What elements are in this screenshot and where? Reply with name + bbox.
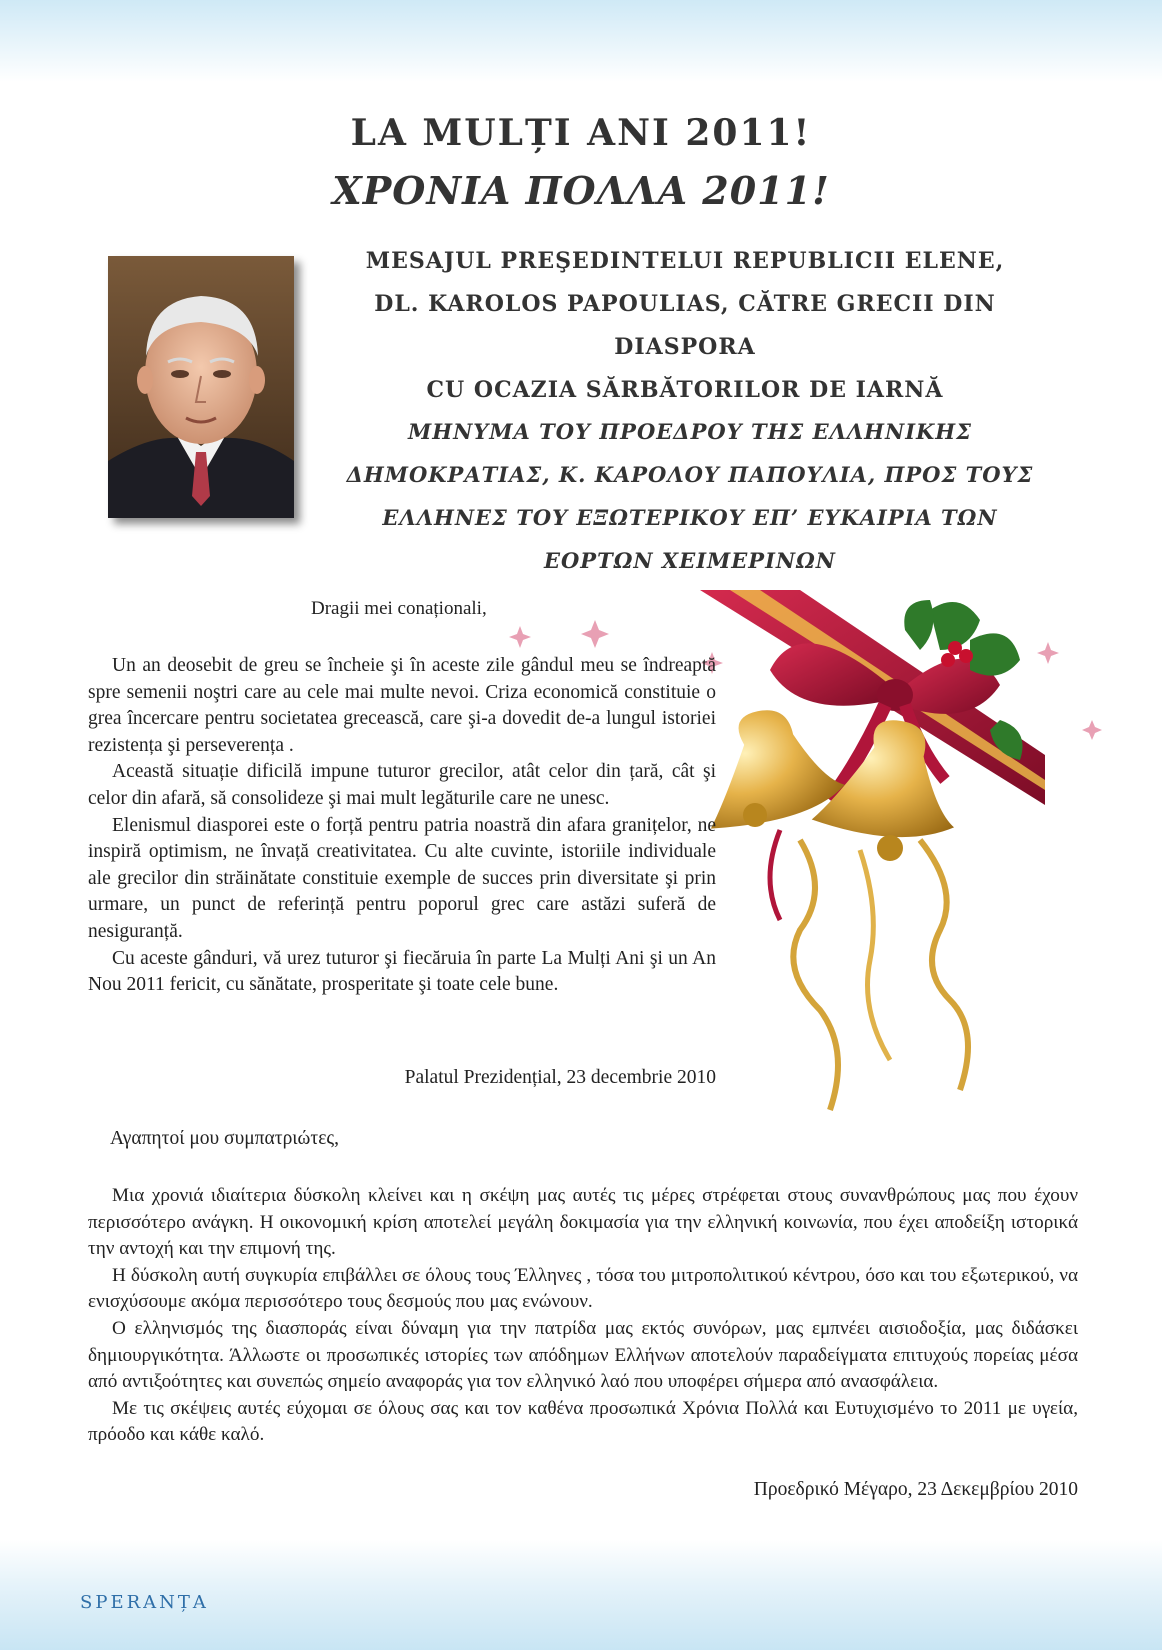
- heading-ro-line: MESAJUL PREŞEDINTELUI REPUBLICII ELENE,: [365, 248, 1005, 274]
- paragraph: Un an deosebit de greu se încheie şi în aceste zile gândul meu se îndreaptă spre semenii noştri care au cele mai multe nevoi. Criza economică constituie o grea încercare pentru societatea grecească, care şi-a dovedit de-a lungul istoriei rezistența şi perseverența .: [88, 655, 716, 756]
- heading-ro-line: DL. KAROLOS PAPOULIAS, CĂTRE GRECII DIN DIASPORA: [374, 291, 996, 360]
- greeting-greek: Αγαπητοί μου συμπατριώτες,: [110, 1128, 340, 1149]
- greeting-romanian: Dragii mei conaționali,: [311, 598, 487, 619]
- heading-gr-line: ΕΟΡΤΩΝ ΧΕΙΜΕΡΙΝΩΝ: [544, 548, 836, 573]
- top-gradient-band: [0, 0, 1162, 82]
- paragraph: Elenismul diasporei este o forță pentru patria noastră din afara granițelor, ne inspiră optimism, ne învață creativitatea. Cu alte cuvinte, istoriile individuale ale grecilor din străinătate constituie exemple de succes prin diversitate şi prin urmare, un punct de referință pentru poporul grec care astăzi suferă de nesiguranță.: [88, 814, 716, 942]
- president-portrait: [108, 256, 294, 518]
- paragraph: Με τις σκέψεις αυτές εύχομαι σε όλους σας και τον καθένα προσωπικά Χρόνια Πολλά και Ευτυχισμένο το 2011 με υγεία, πρόοδο και κάθε καλό.: [88, 1397, 1078, 1446]
- title-greek: ΧΡΟΝΙΑ ΠΟΛΛΑ 2011!: [332, 168, 830, 213]
- heading-greek: [330, 410, 1050, 582]
- message-body-romanian: [88, 653, 716, 999]
- signature-romanian: Palatul Prezidențial, 23 decembrie 2010: [404, 1067, 716, 1088]
- heading-ro-line: CU OCAZIA SĂRBĂTORILOR DE IARNĂ: [426, 377, 944, 403]
- paragraph: Μια χρονιά ιδιαίτερια δύσκολη κλείνει και η σκέψη μας αυτές τις μέρες στρέφεται στους συνανθρώπους μας που έχουν περισσότερο ανάγκη. Η οικονομική κρίση αποτελεί μεγάλη δοκιμασία για την ελληνική κοινωνία, που έχει αποδείξη ιστορικά την αντοχή και την επιμονή της.: [88, 1185, 1078, 1260]
- paragraph: Η δύσκολη αυτή συγκυρία επιβάλλει σε όλους τους Έλληνες , τόσα του μιτροπολιτικού κέντρου, όσο και του εξωτερικού, να ενισχύσουμε ακόμα περισσότερο τους δεσμούς που μας ενώνουν.: [88, 1264, 1078, 1313]
- message-body-greek: [88, 1183, 1078, 1449]
- paragraph: Cu aceste gânduri, vă urez tuturor şi fiecăruia în parte La Mulți Ani şi un An Nou 2011 fericit, cu sănătate, prosperitate şi toate cele bune.: [88, 947, 716, 996]
- heading-romanian: [300, 240, 1070, 412]
- heading-gr-line: ΔΗΜΟΚΡΑΤΙΑΣ, Κ. ΚΑΡΟΛΟΥ ΠΑΠΟΥΛΙΑ, ΠΡΟΣ ΤΟΥΣ: [346, 462, 1034, 487]
- title-romanian: LA MULȚI ANI 2011!: [350, 112, 812, 154]
- magazine-name-footer: SPERANȚA: [80, 1592, 209, 1613]
- paragraph: Această situație dificilă impune tuturor grecilor, atât celor din țară, cât şi celor din afară, să consolideze şi mai mult legăturile care ne unesc.: [88, 761, 716, 809]
- heading-gr-line: ΜΗΝΥΜΑ ΤΟΥ ΠΡΟΕΔΡΟΥ ΤΗΣ ΕΛΛΗΝΙΚΗΣ: [408, 419, 972, 444]
- paragraph: Ο ελληνισμός της διασποράς είναι δύναμη για την πατρίδα μας εκτός συνόρων, μας εμπνέει αισιοδοξία, μας διδάσκει δημιουργικότητα. Άλλωστε οι προσωπικές ιστορίες των απόδημων Ελλήνων αποτελούν παραδείγματα επιτυχούς πορείας μέσα από αντιξοότητες και συνεπώς σημείο αναφοράς για τον ελληνικό λαό που υποφέρει σήμερα από ανασφάλεια.: [88, 1317, 1078, 1393]
- signature-greek: Προεδρικό Μέγαρο, 23 Δεκεμβρίου 2010: [753, 1479, 1078, 1500]
- heading-gr-line: ΕΛΛΗΝΕΣ ΤΟΥ ΕΞΩΤΕΡΙΚΟΥ ΕΠ’ ΕΥΚΑΙΡΙΑ ΤΩΝ: [382, 505, 998, 530]
